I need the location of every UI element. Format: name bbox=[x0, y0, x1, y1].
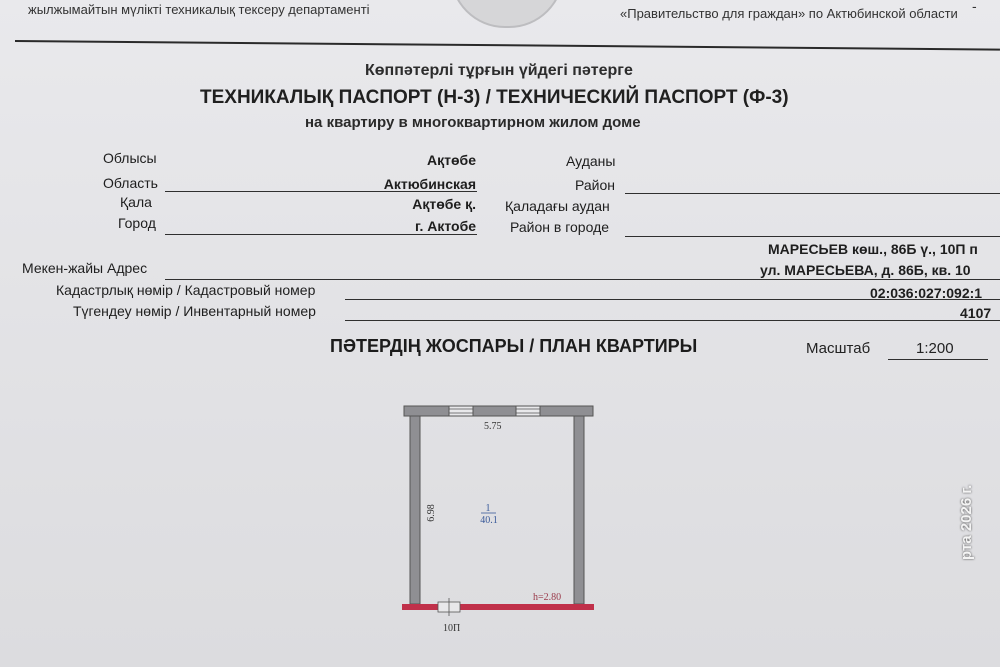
width-dimension: 5.75 bbox=[484, 421, 502, 432]
oblast-value: Актюбинская bbox=[383, 176, 476, 192]
top-wall bbox=[404, 406, 593, 416]
audany-label: Ауданы bbox=[566, 153, 616, 169]
address-ru: ул. МАРЕСЬЕВА, д. 86Б, кв. 10 bbox=[760, 262, 971, 278]
length-dimension: 6.98 bbox=[426, 504, 437, 522]
inventory-label: Түгендеу нөмір / Инвентарный номер bbox=[73, 303, 316, 319]
gorod-value: г. Актобе bbox=[415, 218, 476, 234]
scale-value: 1:200 bbox=[916, 340, 954, 357]
oblast-label: Область bbox=[103, 175, 158, 191]
kala-value: Ақтөбе қ. bbox=[412, 196, 476, 212]
raion-label: Район bbox=[575, 177, 615, 193]
title-sub: на квартиру в многоквартирном жилом доме bbox=[305, 114, 641, 131]
inventory-value: 4107 bbox=[960, 305, 992, 321]
room-number: 1 bbox=[485, 503, 491, 514]
window-left bbox=[449, 406, 473, 416]
oblys-value: Ақтөбе bbox=[427, 152, 476, 168]
plan-title: ПӘТЕРДІҢ ЖОСПАРЫ / ПЛАН КВАРТИРЫ bbox=[330, 336, 698, 356]
organization-name: «Правительство для граждан» по Актюбинской области bbox=[620, 6, 958, 21]
address-label: Мекен-жайы Адрес bbox=[22, 260, 148, 276]
kala-label: Қала bbox=[120, 194, 152, 210]
oblys-label: Облысы bbox=[103, 150, 157, 166]
ceiling-height: h=2.80 bbox=[533, 592, 562, 603]
title-main: ТЕХНИКАЛЫҚ ПАСПОРТ (Н-3) / ТЕХНИЧЕСКИЙ ПАСПОРТ (Ф-3) bbox=[200, 87, 789, 108]
right-wall bbox=[574, 416, 584, 604]
date-stamp: рта 2026 г. bbox=[958, 484, 975, 560]
room-area: 40.1 bbox=[480, 515, 498, 526]
address-kz: МАРЕСЬЕВ көш., 86Б ү., 10П п bbox=[768, 241, 978, 257]
department-name: жылжымайтын мүлікті техникалық тексеру департаменті bbox=[28, 2, 370, 17]
cadastral-value: 02:036:027:092:1 bbox=[870, 285, 983, 301]
corner-mark: - bbox=[972, 0, 977, 14]
cadastral-label: Кадастрлық нөмір / Кадастровый номер bbox=[56, 282, 316, 298]
left-wall bbox=[410, 416, 420, 604]
gorod-label: Город bbox=[118, 215, 156, 231]
window-right bbox=[516, 406, 540, 416]
title-kz: Көппәтерлі тұрғын үйдегі пәтерге bbox=[365, 62, 633, 79]
kaladagy-label: Қаладағы аудан bbox=[505, 198, 610, 214]
raion-gorod-label: Район в городе bbox=[510, 219, 610, 235]
scale-label: Масштаб bbox=[806, 340, 871, 357]
unit-label: 10П bbox=[443, 623, 461, 634]
bottom-wall bbox=[402, 604, 594, 610]
entrance-door bbox=[438, 598, 460, 616]
